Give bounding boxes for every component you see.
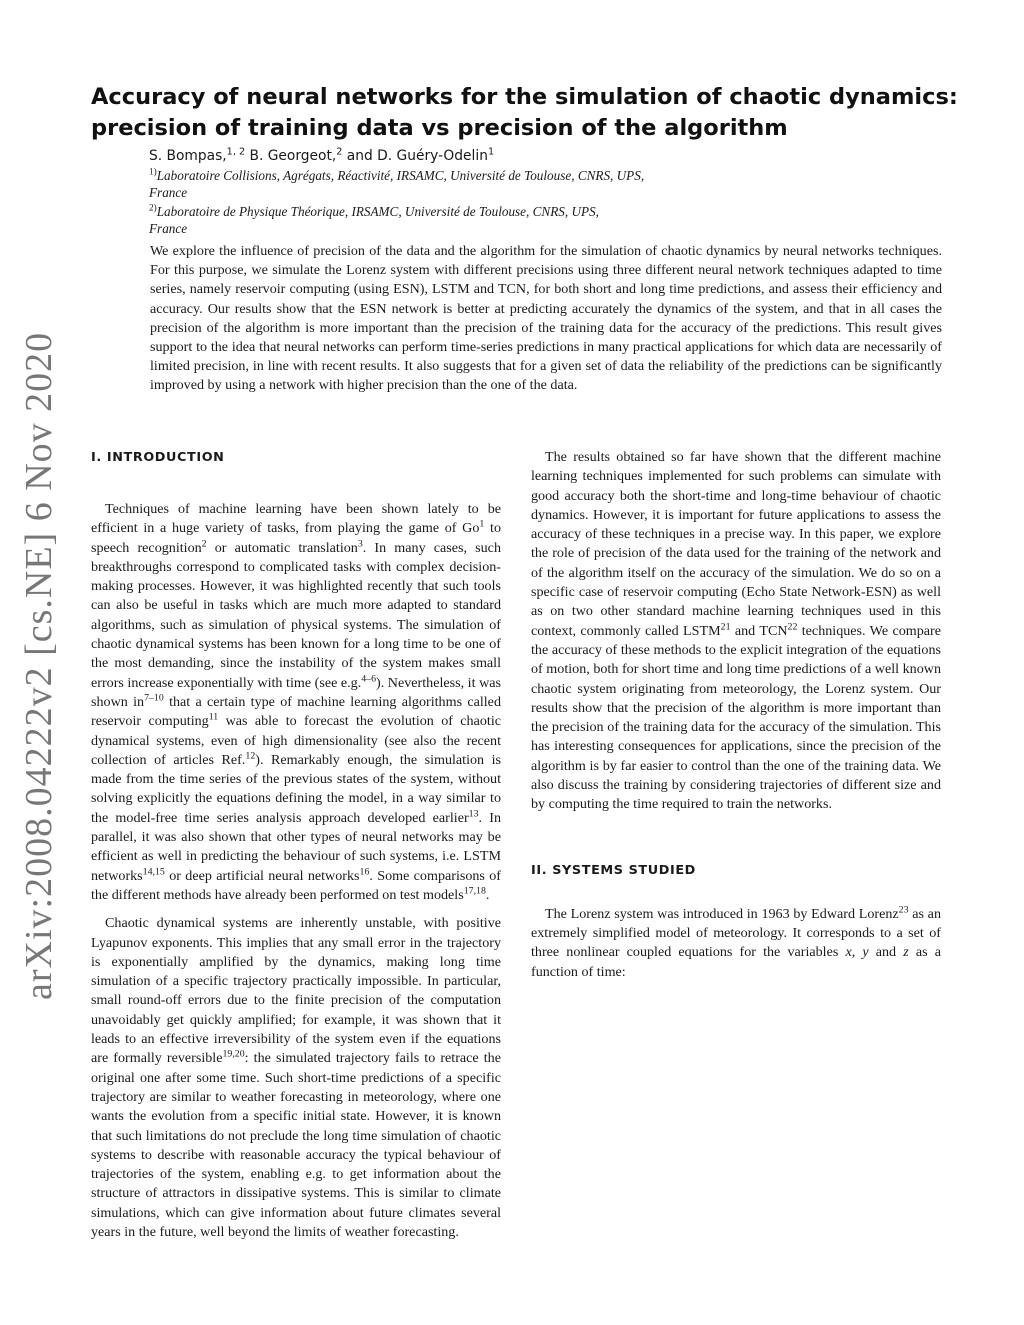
affiliation-number: 2) bbox=[149, 202, 157, 213]
citation: 19,20 bbox=[222, 1048, 245, 1060]
author-name: S. Bompas, bbox=[149, 148, 227, 164]
citation: 1 bbox=[479, 518, 485, 530]
body-text: and TCN bbox=[730, 622, 788, 639]
citation: 17,18 bbox=[463, 885, 486, 897]
citation: 7–10 bbox=[144, 692, 164, 704]
citation: 12 bbox=[245, 750, 256, 762]
body-text: as a function of time: bbox=[531, 944, 941, 980]
section-heading-introduction: I. INTRODUCTION bbox=[91, 450, 225, 465]
citation: 14,15 bbox=[142, 865, 165, 877]
body-text: to speech recognition bbox=[91, 520, 501, 556]
title-block bbox=[91, 82, 961, 237]
citation: 22 bbox=[787, 620, 798, 632]
body-text: . bbox=[485, 886, 490, 903]
body-text: . In many cases, such breakthroughs correspond to complicated tasks with complex decision-making processes. However, it was highlighted recently that such tools can also be useful in tasks which are much more adapted to standard algorithms, such as simulation of physical systems. The simulation of chaotic dynamical systems has been known for a long time to be one of the most demanding, since the instability of the system makes small errors increase exponentially with time (see e.g. bbox=[91, 539, 501, 691]
body-text: was able to forecast the evolution of chaotic dynamical systems, even of high dimensionality (see also the recent collection of articles Ref. bbox=[91, 713, 501, 768]
intro-paragraph-3 bbox=[531, 448, 941, 815]
body-text: . In parallel, it was also shown that other types of neural networks may be efficient as well in predicting the behaviour of such systems, i.e. LSTM networks bbox=[91, 809, 501, 884]
citation: 16 bbox=[359, 865, 370, 877]
affiliation-country: France bbox=[149, 221, 188, 236]
body-text: and bbox=[868, 944, 904, 961]
author-name: B. Georgeot, bbox=[245, 148, 337, 164]
author-affiliation-mark: 2 bbox=[336, 146, 343, 158]
citation: 4–6 bbox=[361, 672, 377, 684]
body-text: techniques. We compare the accuracy of these methods to the explicit integration of the equations of motion, both for short time and long time predictions of a well known chaotic system originating from meteorology, the Lorenz system. Our results show that the precision of the algorithm is more important than the precision of the training data for the accuracy of the simulation. This has interesting consequences for applications, since the precision of the algorithm is by far easier to control than the one of the training data. We also discuss the training by considering trajectories of different size and by computing the time required to train the networks. bbox=[531, 622, 941, 813]
body-text: ). Remarkably enough, the simulation is made from the time series of the previous states of the system, without solving explicitly the equations defining the model, in a way similar to the model-free time series analysis approach developed earlier bbox=[91, 751, 501, 826]
intro-paragraph-1 bbox=[91, 500, 501, 905]
section-heading-systems-studied: II. SYSTEMS STUDIED bbox=[531, 862, 696, 878]
author-affiliation-mark: 1 bbox=[487, 146, 495, 158]
left-column bbox=[91, 448, 501, 1242]
citation: 23 bbox=[898, 903, 909, 915]
author-affiliation-mark: 1, 2 bbox=[226, 146, 246, 158]
body-text: Techniques of machine learning have been shown lately to be efficient in a huge variety of tasks, from playing the game of Go bbox=[91, 501, 501, 537]
affiliation-text: Laboratoire Collisions, Agrégats, Réactivité, IRSAMC, Université de Toulouse, CNRS, UPS, bbox=[156, 168, 645, 183]
affiliation-2 bbox=[149, 203, 961, 237]
citation: 2 bbox=[201, 537, 207, 549]
body-text: Chaotic dynamical systems are inherently unstable, with positive Lyapunov exponents. This implies that any small error in the trajectory is exponentially amplified by the dynamics, making long time simulation of a specific trajectory practically impossible. In particular, small round-off errors due to the finite precision of the computation unavoidably get quickly amplified; for example, it was shown that it leads to an effective irreversibility of the system even if the equations are formally reversible bbox=[91, 915, 501, 1067]
abstract: We explore the influence of precision of the data and the algorithm for the simulation of chaotic dynamics by neural networks techniques. For this purpose, we simulate the Lorenz system with different precisions using three different neural network techniques adapted to time series, namely reservoir computing (using ESN), LSTM and TCN, for both short and long time predictions, and assess their efficiency and accuracy. Our results show that the ESN network is better at predicting accurately the dynamics of the system, and that in all cases the precision of the algorithm is more important than the precision of the training data for the accuracy of the predictions. This result gives support to the idea that neural networks can perform time-series predictions in many practical applications for which data are necessarily of limited precision, in line with recent results. It also suggests that for a given set of data the reliability of the predictions can be significantly improved by using a network with higher precision than the one of the data. bbox=[150, 243, 942, 394]
citation: 21 bbox=[720, 620, 731, 632]
affiliation-country: France bbox=[149, 185, 188, 200]
intro-paragraph-2 bbox=[91, 914, 501, 1242]
body-text: : the simulated trajectory fails to retrace the original one after some time. Such short-time predictions of a specific trajectory are similar to weather forecasting in meteorology, where one wants the evolution from a specific initial state. However, it is known that such limitations do not preclude the long time simulation of chaotic systems to describe with reasonable accuracy the typical behaviour of trajectories of the system, enabling e.g. to get information about the structure of attractors in dissipative systems. This is similar to climate simulations, which can give information about future climates several years in the future, well beyond the limits of weather forecasting. bbox=[91, 1050, 501, 1240]
title-line-2: precision of training data vs precision of the algorithm bbox=[91, 115, 788, 141]
body-text: ). Nevertheless, it was shown in bbox=[91, 674, 501, 710]
body-text: The Lorenz system was introduced in 1963 by Edward Lorenz bbox=[545, 905, 899, 922]
body-text: The results obtained so far have shown that the different machine learning techniques implemented for such problems can simulate with good accuracy both the short-time and long-time behaviour of chaotic dynamics. However, it is important for future applications to assess the accuracy of these techniques in a precise way. In this paper, we explore the role of precision of the data used for the training of the network and of the algorithm itself on the accuracy of the simulation. We do so on a specific case of reservoir computing (Echo State Network-ESN) as well as on two other standard machine learning techniques used in this context, commonly called LSTM bbox=[531, 449, 941, 639]
body-text: as an extremely simplified model of meteorology. It corresponds to a set of three nonlinear coupled equations for the variables bbox=[531, 905, 941, 961]
citation: 11 bbox=[208, 711, 219, 723]
body-text: that a certain type of machine learning algorithms called reservoir computing bbox=[91, 693, 501, 730]
body-text: or automatic translation bbox=[206, 539, 358, 556]
math-variable: z bbox=[903, 944, 909, 961]
citation: 13 bbox=[468, 808, 479, 820]
right-column bbox=[531, 448, 941, 982]
arxiv-identifier-stamp: arXiv:2008.04222v2 [cs.NE] 6 Nov 2020 bbox=[18, 331, 60, 1000]
paper-title bbox=[91, 82, 961, 144]
affiliation-text: Laboratoire de Physique Théorique, IRSAMC, Université de Toulouse, CNRS, UPS, bbox=[156, 204, 599, 219]
systems-paragraph-1 bbox=[531, 905, 941, 982]
title-line-1: Accuracy of neural networks for the simulation of chaotic dynamics: bbox=[91, 84, 958, 110]
citation: 3 bbox=[357, 537, 363, 549]
author-name: and D. Guéry-Odelin bbox=[342, 148, 488, 164]
author-list bbox=[149, 148, 961, 165]
body-text: . Some comparisons of the different methods have already been performed on test models bbox=[91, 867, 501, 903]
math-variable: x, y bbox=[845, 944, 869, 961]
affiliation-number: 1) bbox=[149, 166, 157, 177]
body-text: or deep artificial neural networks bbox=[164, 867, 360, 884]
affiliation-1 bbox=[149, 167, 961, 201]
